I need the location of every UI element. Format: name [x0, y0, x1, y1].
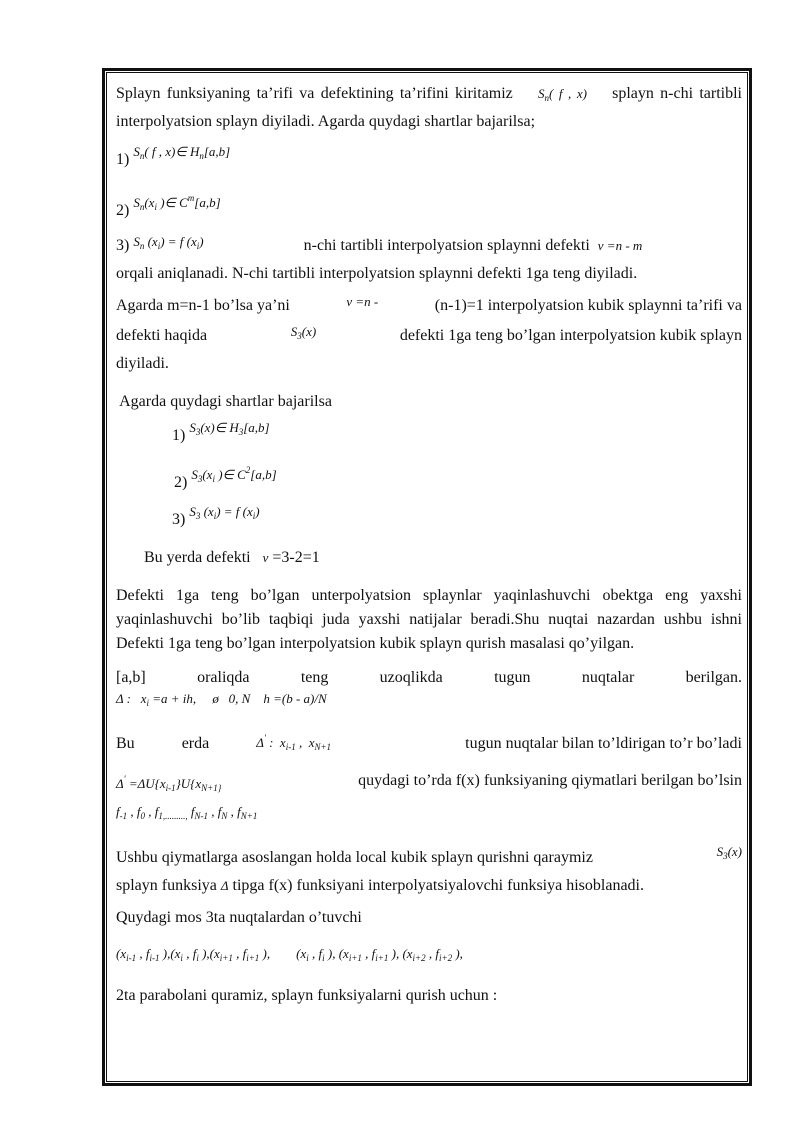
paragraph-definition: [116, 82, 742, 134]
formula-points: ($x_{i-1}$ , $f_{i-1}$ )$,(x_i$ , $f_i$ )$,(x_{i+1}$ , $f_{i+1}$ ), ($x_i$ , $f_i$ ), ($x_{i+1}$ , $f_{i+1}$ ), ($x_{i+2}$ , $f_{i+2}$ ),: [116, 946, 463, 963]
paragraph-nodes: [a,b] oraliqda teng uzoqlikda tugun nuqtalar berilgan. Δ : $x_i =a$ + ih, ø 0, N h =(b - a)/N: [116, 666, 742, 712]
formula-nu-n: ν =n -: [346, 294, 379, 309]
paragraph-defect-value: Bu yerda defekti ν =3-2=1: [144, 549, 320, 566]
paragraph-cubic: Agarda m=n-1 bo’lsa ya’ni ν =n - (n-1)=1 interpolyatsion kubik splaynni ta’rifi va defekti haqida $S_3(x)$ defekti 1ga teng bo’lgan interpolyatsion kubik splayn diyiladi.: [116, 294, 742, 376]
paragraph-local-spline: Ushbu qiymatlarga asoslangan holda local kubik splayn qurishni qaraymiz $S_3(x)$ splayn funksiya Δ tipga f(x) funksiyani interpolyatsiyalovchi funksiya hisoblanadi.: [116, 846, 742, 898]
formula-delta-union: $\Delta' =\Delta U\{x_{i-1}\}U\{x_{N+1\}}$: [116, 774, 222, 793]
formula-s3-x: $S_3(x)$: [290, 324, 317, 341]
cubic-condition-2: 2) $^{S_3(x_i )\in C^2[a,b]}$: [174, 465, 277, 491]
formula-cubic-condition-1: S3(x)∈ H3[a,b]: [189, 420, 270, 437]
paragraph-extended-grid: Bu erda Δ' : $x_{i-1}$ , $x_{N+1}$ tugun nuqtalar bilan to’ldirigan to’r bo’ladi $\Delta' =\Delta U\{x_{i-1}\}U\{x_{N+1\}}$ quydagi to’rda f(x) funksiyaning qiymatlari berilgan bo’lsin $f_{-1}$ , $f_0$ , $f_{1,.........,}$ $f_{N-1}$ , $f_N$ , $f_{N+1}$: [116, 732, 742, 826]
paragraph-defect: 3) $^{S_n (x_i) = f (x_i)}$ n-chi tartibli interpolyatsion splaynni defekti ν =n - m orqali aniqlanadi. N-chi tartibli interpolyatsion splaynni defekti 1ga teng diyiladi.: [116, 234, 643, 282]
text-definition-intro: Splayn funksiyaning ta’rifi va defektining ta’rifini kiritamiz: [116, 85, 513, 102]
formula-cubic-condition-2: S3(xi )∈ C2[a,b]: [191, 465, 277, 484]
cubic-condition-1: 1) $^{S_3(x)\in H_3[a,b]}$: [172, 420, 270, 444]
text-defect-def: n-chi tartibli interpolyatsion splaynni defekti: [303, 237, 590, 254]
formula-grid-delta: Δ : $x_i =a$ + ih, ø 0, N h =(b - a)/N: [116, 691, 327, 708]
paragraph-motivation: Defekti 1ga teng bo’lgan unterpolyatsion splaynlar yaqinlashuvchi obektga eng yaxshi yaqinlashuvchi bo’lib taqbiqi juda yaxshi natijalar beradi.Shu nuqtai nazardan ushbu ishni Defekti 1ga teng bo’lgan interpolyatsion kubik splayn qurish masalasi qo’yilgan.: [116, 587, 742, 652]
paragraph-three-points: Quydagi mos 3ta nuqtalardan o’tuvchi: [116, 909, 362, 926]
text-defect-line2: orqali aniqlanadi. N-chi tartibli interpolyatsion splaynni defekti 1ga teng diyiladi.: [116, 265, 638, 282]
paragraph-parabolas: 2ta parabolani quramiz, splayn funksiyalarni qurish uchun :: [116, 987, 498, 1004]
formula-nu: ν: [262, 550, 269, 565]
conditions-list: [116, 144, 742, 226]
formula-s3-x-2: $S_3(x)$: [716, 844, 742, 861]
paragraph-conditions-intro: Agarda quydagi shartlar bajarilsa: [116, 393, 332, 410]
cubic-condition-3: 3) $^{S_3 (x_i) = f (x_i)}$: [172, 504, 260, 528]
condition-2: 2) $^{S_n(x_i )\in C^m[a,b]}$: [116, 193, 221, 219]
formula-nu-n-m: ν =n - m: [597, 238, 643, 253]
formula-condition-2: Sn(xi )∈ Cm[a,b]: [133, 193, 221, 212]
conditions-list-cubic: [172, 420, 742, 540]
formula-s-n-f-x: $S_n$( f , x): [537, 86, 587, 103]
formula-condition-1: Sn( f , x)∈ Hn[a,b]: [133, 144, 231, 161]
formula-condition-3: Sn (xi) = f (xi): [133, 234, 204, 251]
text-definition-rest: splayn n-chi tartibli interpolyatsion splayn diyiladi. Agarda quydagi shartlar bajarilsa;: [116, 85, 743, 130]
formula-f-values: $f_{-1}$ , $f_0$ , $f_{1,.........,}$ $f_{N-1}$ , $f_N$ , $f_{N+1}$: [116, 804, 258, 821]
formula-delta-prime: Δ' : $x_{i-1}$ , $x_{N+1}$: [256, 733, 332, 752]
document-body: [116, 80, 742, 1008]
formula-delta: Δ: [220, 878, 229, 893]
formula-cubic-condition-3: S3 (xi) = f (xi): [189, 504, 260, 521]
condition-1: 1) $^{S_n( f , x)\in H_n[a,b]}$: [116, 144, 231, 168]
